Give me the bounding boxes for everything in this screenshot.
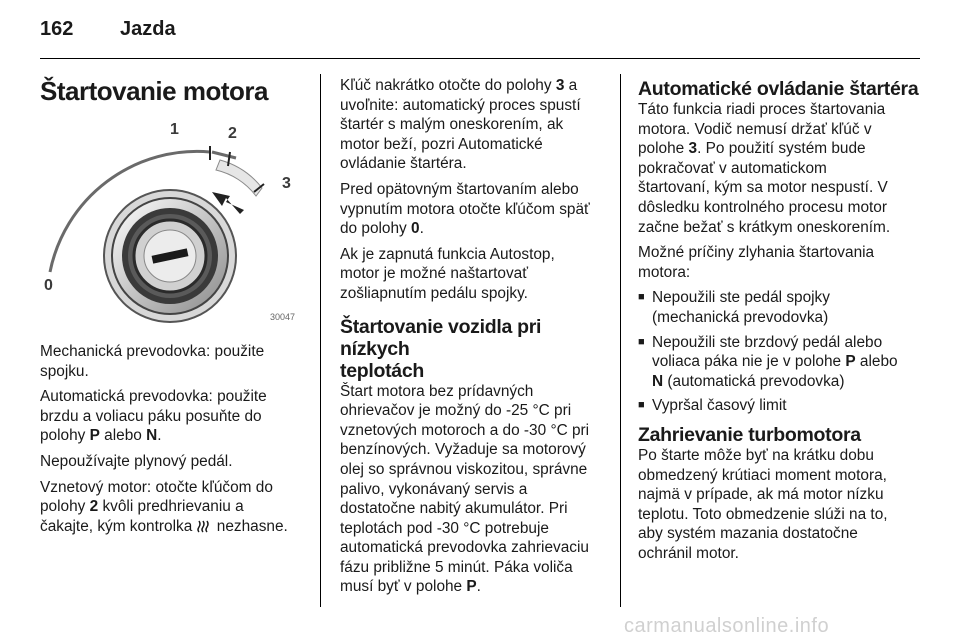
column-divider [320, 74, 321, 607]
bullet-icon: ■ [638, 335, 645, 348]
column-divider [620, 74, 621, 607]
position-label-3: 3 [282, 175, 291, 192]
section-title: Štartovanie motora [40, 76, 268, 106]
bullet-icon: ■ [638, 291, 645, 304]
header-rule [40, 58, 920, 59]
paragraph: Pred opätovným štartovaním alebo vypnutím motora otočte kľúčom späť do polohy 0. [340, 180, 590, 238]
paragraph: Automatická prevodovka: použite brzdu a voliacu páku posuňte do polohy P alebo N. [40, 388, 267, 445]
section-heading: Automatické ovládanie štartéra [638, 78, 919, 100]
position-label-2: 2 [228, 125, 237, 142]
page-number: 162 [40, 18, 74, 40]
paragraph: Nepoužívajte plynový pedál. [40, 452, 233, 470]
position-label-0: 0 [44, 277, 53, 294]
list-item: ■ Nepoužili ste pedál spojky (mechanická prevodovka) [638, 289, 830, 326]
figure-code: 30047 [270, 312, 296, 322]
section-heading: Štartovanie vozidla pri nízkych teplotách [340, 315, 542, 382]
column-3-text [638, 78, 920, 569]
paragraph: Kľúč nakrátko otočte do polohy 3 a uvoľnite: automatický proces spustí štartér s malým oneskorením, ak motor beží, pozri Automatické ovládanie štartéra. [340, 77, 581, 173]
chapter-title: Jazda [120, 18, 176, 40]
paragraph: Ak je zapnutá funkcia Autostop, motor je možné naštartovať zošliapnutím pedálu spojky. [340, 245, 555, 302]
column-2-text [340, 76, 608, 603]
section-heading: Zahrievanie turbomotora [638, 423, 861, 446]
preheat-icon [197, 519, 213, 533]
list-item: ■ Vypršal časový limit [638, 397, 787, 415]
paragraph: Možné príčiny zlyhania štartovania motora: [638, 244, 875, 281]
paragraph: Štart motora bez prídavných ohrievačov je možný do -25 °C pri vznetových motoroch a do -30 °C pri benzínových. Vyžaduje sa motorový olej so správnou viskozitou, správne palivo, vykonávaný servis a dostatočne nabitý akumulátor. Pri teplotách pod -30 °C potrebuje automatická prevodovka zahrievaciu fázu približne 5 minút. Páka voliča musí byť v polohe P. [340, 382, 590, 596]
list-item: ■ Nepoužili ste brzdový pedál alebo voliaca páka nie je v polohe P alebo N (automatická prevodovka) [638, 333, 898, 390]
ignition-switch-figure [40, 112, 302, 324]
column-1-text [40, 342, 315, 542]
paragraph: Vznetový motor: otočte kľúčom do polohy 2 kvôli predhrievaniu a čakajte, kým kontrolka nezhasne. [40, 478, 288, 535]
ignition-diagram [40, 112, 302, 324]
watermark: carmanualsonline.info [624, 615, 830, 637]
position-label-1: 1 [170, 121, 179, 138]
paragraph: Mechanická prevodovka: použite spojku. [40, 343, 265, 380]
bullet-icon: ■ [638, 399, 645, 412]
failure-causes-list [638, 288, 920, 416]
paragraph: Po štarte môže byť na krátku dobu obmedzený krútiaci moment motora, najmä v prípade, ak má motor nízku teplotu. Toto obmedzenie slúži na to, aby systém mazania dostatočne ochránil motor. [638, 446, 888, 562]
paragraph: Táto funkcia riadi proces štartovania motora. Vodič nemusí držať kľúč v polohe 3. Po použití systém bude pokračovať v automatickom štartovaní, kým sa motor nespustí. V dôsledku kontrolného procesu motor začne bežať s krátkym oneskorením. [638, 101, 891, 236]
